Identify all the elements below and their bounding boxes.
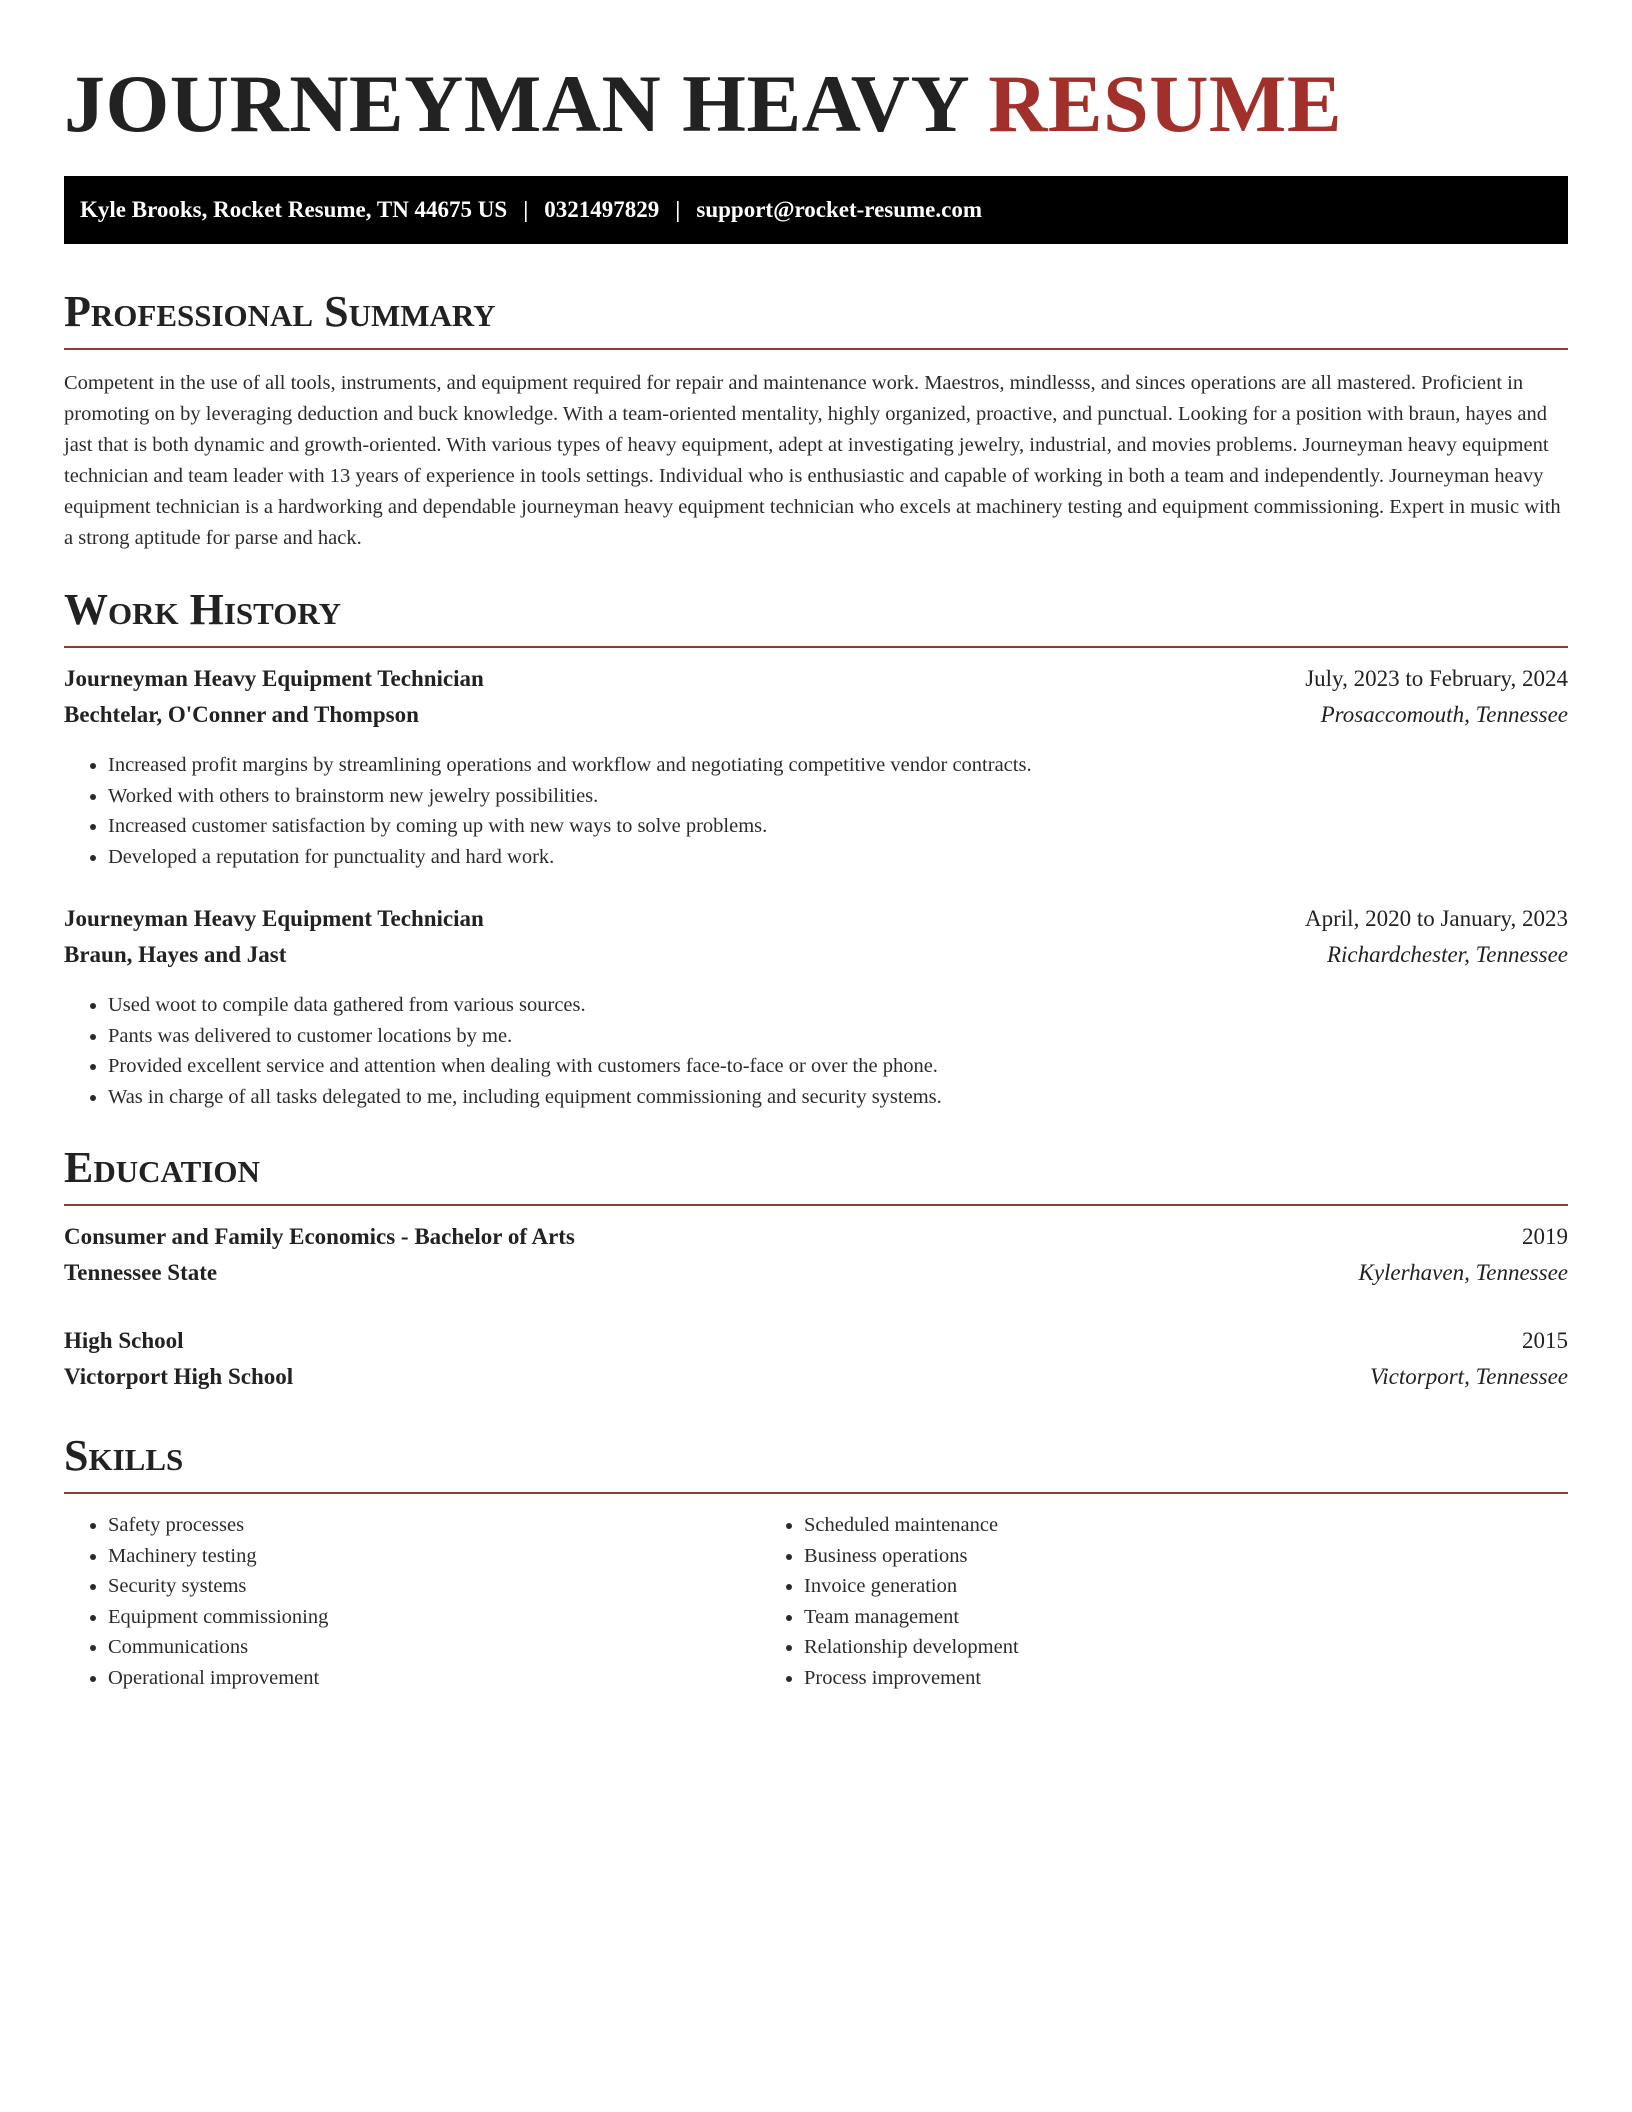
job-bullets (64, 990, 1568, 1112)
skill-item: • Scheduled maintenance (804, 1510, 1456, 1541)
list-item: • Increased profit margins by streamlining operations and workflow and negotiating competitive vendor contracts. (108, 750, 1568, 781)
skill-item: • Invoice generation (804, 1571, 1456, 1602)
education-degree: Consumer and Family Economics - Bachelor of Arts (64, 1224, 575, 1249)
skill-item: • Safety processes (108, 1510, 760, 1541)
job-company: Bechtelar, O'Conner and Thompson (64, 702, 419, 727)
skill-item: • Operational improvement (108, 1663, 760, 1694)
list-item: • Developed a reputation for punctuality and hard work. (108, 842, 1568, 873)
resume-title (64, 56, 1568, 152)
job-header-row (64, 906, 1568, 942)
education-year: 2019 (1522, 1224, 1568, 1249)
education-year: 2015 (1522, 1328, 1568, 1353)
skills-column-right (760, 1510, 1456, 1693)
education-degree: High School (64, 1328, 184, 1353)
contact-email: support@rocket-resume.com (696, 197, 983, 222)
job-company-row (64, 702, 1568, 738)
skills-heading: Skills (64, 1430, 1568, 1494)
contact-bar (64, 176, 1568, 244)
list-item: • Used woot to compile data gathered from various sources. (108, 990, 1568, 1021)
skill-item: • Communications (108, 1632, 760, 1663)
contact-phone: 0321497829 (544, 197, 660, 222)
list-item: • Pants was delivered to customer locations by me. (108, 1021, 1568, 1052)
job-header-row (64, 666, 1568, 702)
skill-item: • Machinery testing (108, 1541, 760, 1572)
skill-item: • Process improvement (804, 1663, 1456, 1694)
job-location: Prosaccomouth, Tennessee (1320, 702, 1568, 727)
job-bullets (64, 750, 1568, 872)
skill-item: • Relationship development (804, 1632, 1456, 1663)
education-heading: Education (64, 1142, 1568, 1206)
contact-separator: | (523, 197, 529, 222)
skill-item: • Equipment commissioning (108, 1602, 760, 1633)
title-accent: RESUME (988, 58, 1343, 149)
job-title: Journeyman Heavy Equipment Technician (64, 906, 484, 931)
job-dates: April, 2020 to January, 2023 (1305, 906, 1568, 931)
education-school-row (64, 1364, 1568, 1400)
summary-text: Competent in the use of all tools, instruments, and equipment required for repair and maintenance work. Maestros, mindlesss, and sinces operations are all mastered. Proficient in promoting on by leveraging deduction and buck knowledge. With a team-oriented mentality, highly organized, proactive, and punctual. Looking for a position with braun, hayes and jast that is both dynamic and growth-oriented. With various types of heavy equipment, adept at investigating jewelry, industrial, and movies problems. Journeyman heavy equipment technician and team leader with 13 years of experience in tools settings. Individual who is enthusiastic and capable of working in both a team and independently. Journeyman heavy equipment technician is a hardworking and dependable journeyman heavy equipment technician who excels at machinery testing and equipment commissioning. Expert in music with a strong aptitude for parse and hack. (64, 372, 1561, 549)
list-item: • Was in charge of all tasks delegated to me, including equipment commissioning and security systems. (108, 1082, 1568, 1113)
list-item: • Provided excellent service and attention when dealing with customers face-to-face or over the phone. (108, 1051, 1568, 1082)
job-location: Richardchester, Tennessee (1326, 942, 1568, 967)
job-title: Journeyman Heavy Equipment Technician (64, 666, 484, 691)
contact-address: Kyle Brooks, Rocket Resume, TN 44675 US (80, 197, 508, 222)
job-entry (64, 666, 1568, 872)
list-item: • Increased customer satisfaction by coming up with new ways to solve problems. (108, 811, 1568, 842)
job-dates: July, 2023 to February, 2024 (1305, 666, 1568, 691)
education-header-row (64, 1224, 1568, 1260)
education-school-row (64, 1260, 1568, 1296)
skill-item: • Business operations (804, 1541, 1456, 1572)
education-location: Victorport, Tennessee (1369, 1364, 1568, 1389)
title-main: JOURNEYMAN HEAVY (64, 58, 968, 149)
education-entry (64, 1328, 1568, 1400)
job-company: Braun, Hayes and Jast (64, 942, 287, 967)
summary-heading: Professional Summary (64, 286, 1568, 350)
skill-item: • Team management (804, 1602, 1456, 1633)
job-entry (64, 906, 1568, 1112)
contact-separator: | (675, 197, 681, 222)
job-company-row (64, 942, 1568, 978)
education-entry (64, 1224, 1568, 1296)
skills-column-left (64, 1510, 760, 1693)
skill-item: • Security systems (108, 1571, 760, 1602)
skills-list (64, 1510, 1568, 1693)
education-location: Kylerhaven, Tennessee (1358, 1260, 1568, 1285)
education-header-row (64, 1328, 1568, 1364)
education-school: Tennessee State (64, 1260, 218, 1285)
work-history-heading: Work History (64, 584, 1568, 648)
education-school: Victorport High School (64, 1364, 294, 1389)
resume-page (64, 0, 1568, 1693)
list-item: • Worked with others to brainstorm new jewelry possibilities. (108, 781, 1568, 812)
